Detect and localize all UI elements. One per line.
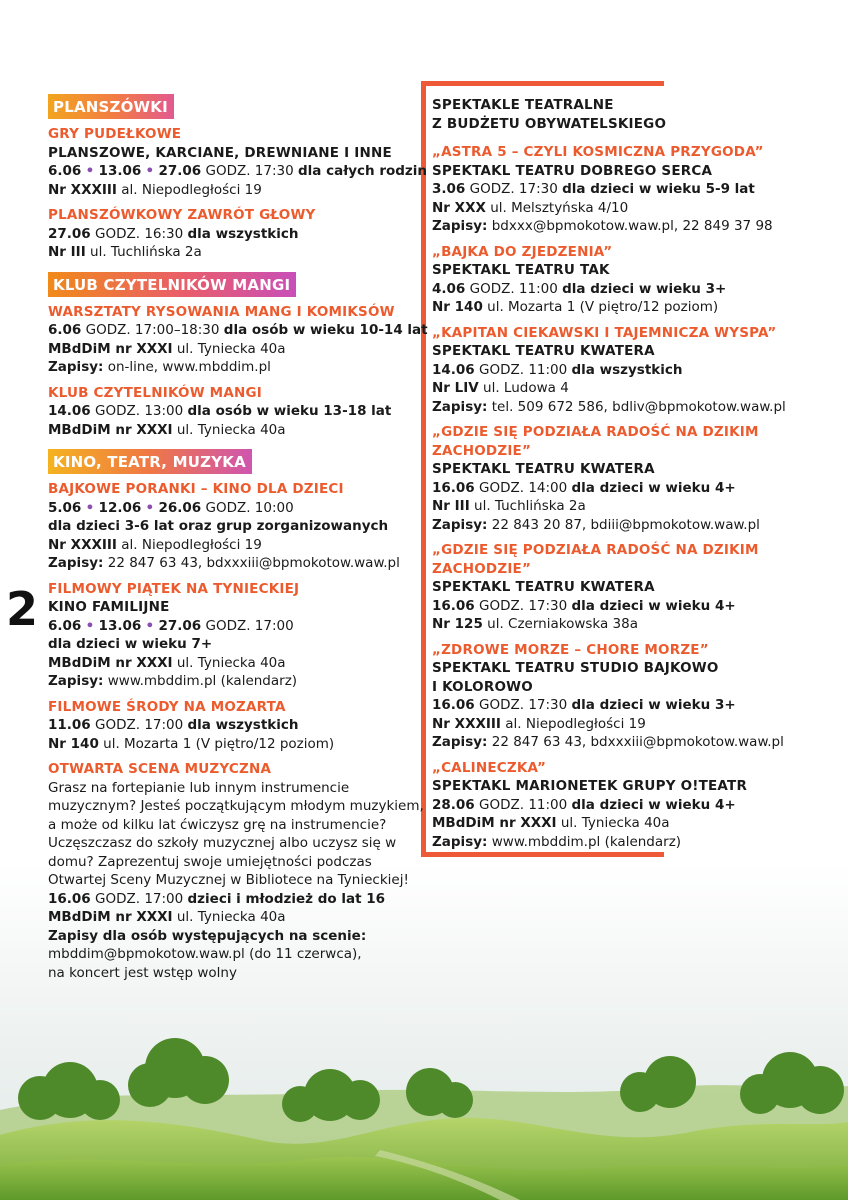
- event-title: „ZDROWE MORZE – CHORE MORZE”: [432, 641, 709, 658]
- event-calineczka: [432, 759, 837, 852]
- event-location: Nr XXX ul. Melsztyńska 4/10: [432, 199, 629, 216]
- event-date-line: 11.06 GODZ. 17:00 dla wszystkich: [48, 717, 299, 733]
- event-subtitle-line-2: I KOLOROWO: [432, 678, 533, 695]
- event-title: „CALINECZKA”: [432, 759, 547, 776]
- event-location: Nr III ul. Tuchlińska 2a: [48, 244, 202, 260]
- event-note: na koncert jest wstęp wolny: [48, 964, 237, 981]
- event-gry-pudelkowe: [48, 125, 428, 199]
- event-audience: dla dzieci w wieku 7+: [48, 636, 213, 652]
- event-klub-mangi: [48, 384, 428, 440]
- event-zapisy: Zapisy: www.mbddim.pl (kalendarz): [432, 833, 682, 850]
- category-label: PLANSZÓWKI: [48, 94, 174, 119]
- category-kino: [48, 449, 428, 480]
- event-date-line: 14.06 GODZ. 13:00 dla osób w wieku 13-18 lat: [48, 403, 392, 419]
- event-astra-5: [432, 143, 837, 236]
- event-title: „KAPITAN CIEKAWSKI I TAJEMNICZA WYSPA”: [432, 324, 777, 341]
- event-filmowy-piatek: [48, 580, 428, 691]
- event-title: WARSZTATY RYSOWANIA MANG I KOMIKSÓW: [48, 303, 395, 320]
- event-location: MBdDiM nr XXXI ul. Tyniecka 40a: [48, 340, 286, 357]
- event-zapisy: Zapisy: 22 843 20 87, bdiii@bpmokotow.waw.pl: [432, 516, 760, 533]
- event-subtitle: SPEKTAKL TEATRU DOBREGO SERCA: [432, 162, 713, 179]
- event-location: Nr LIV ul. Ludowa 4: [432, 380, 569, 396]
- event-title: „BAJKA DO ZJEDZENIA”: [432, 243, 613, 260]
- event-subtitle: PLANSZOWE, KARCIANE, DREWNIANE I INNE: [48, 144, 392, 161]
- event-title: PLANSZÓWKOWY ZAWRÓT GŁOWY: [48, 207, 316, 223]
- page-number: 2: [6, 582, 39, 636]
- event-warsztaty-mang: [48, 303, 428, 377]
- frame-top-line: [421, 81, 664, 86]
- heading-line-2: Z BUDŻETU OBYWATELSKIEGO: [432, 115, 667, 132]
- event-subtitle: KINO FAMILIJNE: [48, 599, 170, 615]
- event-title: OTWARTA SCENA MUZYCZNA: [48, 761, 272, 777]
- right-column: [432, 96, 837, 858]
- event-subtitle: SPEKTAKL TEATRU TAK: [432, 262, 610, 278]
- event-date-line: 16.06 GODZ. 14:00 dla dzieci w wieku 4+: [432, 479, 736, 496]
- event-location: Nr XXXIII al. Niepodległości 19: [432, 715, 646, 732]
- category-manga: [48, 272, 428, 303]
- event-zdrowe-morze: [432, 641, 837, 752]
- category-label: KINO, TEATR, MUZYKA: [48, 449, 252, 474]
- event-subtitle: SPEKTAKL TEATRU KWATERA: [432, 579, 655, 595]
- event-subtitle: SPEKTAKL MARIONETEK GRUPY O!TEATR: [432, 778, 748, 794]
- event-location: MBdDiM nr XXXI ul. Tyniecka 40a: [48, 909, 286, 925]
- event-zapisy: mbddim@bpmokotow.waw.pl (do 11 czerwca),: [48, 946, 362, 962]
- event-audience: dla dzieci 3-6 lat oraz grup zorganizowanych: [48, 518, 389, 534]
- event-date-line: 14.06 GODZ. 11:00 dla wszystkich: [432, 361, 683, 378]
- event-zapisy: Zapisy: tel. 509 672 586, bdliv@bpmokotow.waw.pl: [432, 398, 786, 415]
- event-title: BAJKOWE PORANKI – KINO DLA DZIECI: [48, 481, 344, 497]
- category-label: KLUB CZYTELNIKÓW MANGI: [48, 272, 296, 297]
- event-zapisy-label: Zapisy dla osób występujących na scenie:: [48, 927, 367, 944]
- event-bajka-do-zjedzenia: [432, 243, 837, 317]
- event-location: Nr 140 ul. Mozarta 1 (V piętro/12 poziom): [432, 299, 719, 315]
- event-location: MBdDiM nr XXXI ul. Tyniecka 40a: [432, 815, 670, 831]
- event-title: GRY PUDEŁKOWE: [48, 126, 182, 142]
- event-zapisy: Zapisy: 22 847 63 43, bdxxxiii@bpmokotow.waw.pl: [48, 555, 400, 571]
- event-location: Nr 125 ul. Czerniakowska 38a: [432, 616, 639, 632]
- event-subtitle: SPEKTAKL TEATRU KWATERA: [432, 461, 655, 477]
- event-filmowe-srody: [48, 698, 428, 754]
- left-column: [48, 94, 428, 989]
- event-date-line: 27.06 GODZ. 16:30 dla wszystkich: [48, 225, 299, 242]
- theatre-heading: [432, 96, 837, 133]
- event-title-line-2: ZACHODZIE”: [432, 560, 532, 577]
- event-gdzie-sie-podziala-2: [432, 541, 837, 634]
- event-title-line-1: „GDZIE SIĘ PODZIAŁA RADOŚĆ NA DZIKIM: [432, 424, 759, 440]
- event-description: Grasz na fortepianie lub innym instrumencie muzycznym? Jesteś początkującym młodym muzykiem, a może od kilku lat ćwiczysz grę na instrumencie? Uczęszczasz do szkoły muzycznej albo uczysz się w domu? Zaprezentuj swoje umiejętności podczas Otwartej Sceny Muzycznej w Bibliotece na Tynieckiej!: [48, 779, 424, 888]
- event-zapisy: Zapisy: on-line, www.mbddim.pl: [48, 359, 271, 375]
- event-location: Nr 140 ul. Mozarta 1 (V piętro/12 poziom): [48, 735, 335, 752]
- event-location: Nr XXXIII al. Niepodległości 19: [48, 181, 262, 198]
- event-subtitle-line-1: SPEKTAKL TEATRU STUDIO BAJKOWO: [432, 660, 719, 676]
- event-location: MBdDiM nr XXXI ul. Tyniecka 40a: [48, 421, 286, 438]
- event-kapitan-ciekawski: [432, 324, 837, 417]
- event-bajkowe-poranki: [48, 480, 428, 573]
- event-title-line-1: „GDZIE SIĘ PODZIAŁA RADOŚĆ NA DZIKIM: [432, 542, 759, 558]
- event-location: Nr XXXIII al. Niepodległości 19: [48, 536, 262, 553]
- category-planszowki: [48, 94, 428, 125]
- event-date-line: 16.06 GODZ. 17:30 dla dzieci w wieku 3+: [432, 697, 736, 713]
- event-title-line-2: ZACHODZIE”: [432, 442, 532, 459]
- event-title: KLUB CZYTELNIKÓW MANGI: [48, 384, 262, 401]
- event-date-line: 6.06 • 13.06 • 27.06 GODZ. 17:30 dla całych rodzin: [48, 163, 428, 179]
- event-date-line: 5.06 • 12.06 • 26.06 GODZ. 10:00: [48, 499, 294, 516]
- event-date-line: 6.06 • 13.06 • 27.06 GODZ. 17:00: [48, 617, 294, 634]
- event-zapisy: Zapisy: www.mbddim.pl (kalendarz): [48, 673, 298, 689]
- event-date-line: 16.06 GODZ. 17:00 dzieci i młodzież do lat 16: [48, 890, 386, 907]
- event-subtitle: SPEKTAKL TEATRU KWATERA: [432, 343, 655, 359]
- event-location: MBdDiM nr XXXI ul. Tyniecka 40a: [48, 654, 286, 671]
- event-zapisy: Zapisy: 22 847 63 43, bdxxxiii@bpmokotow.waw.pl: [432, 734, 784, 750]
- event-date-line: 28.06 GODZ. 11:00 dla dzieci w wieku 4+: [432, 796, 736, 813]
- event-location: Nr III ul. Tuchlińska 2a: [432, 498, 586, 514]
- event-date-line: 4.06 GODZ. 11:00 dla dzieci w wieku 3+: [432, 280, 727, 297]
- event-date-line: 6.06 GODZ. 17:00–18:30 dla osób w wieku 10-14 lat: [48, 322, 428, 338]
- event-title: FILMOWE ŚRODY NA MOZARTA: [48, 698, 286, 715]
- event-title: „ASTRA 5 – CZYLI KOSMICZNA PRZYGODA”: [432, 144, 764, 160]
- event-gdzie-sie-podziala-1: [432, 423, 837, 534]
- event-otwarta-scena: [48, 760, 428, 982]
- event-date-line: 3.06 GODZ. 17:30 dla dzieci w wieku 5-9 lat: [432, 181, 755, 197]
- event-date-line: 16.06 GODZ. 17:30 dla dzieci w wieku 4+: [432, 597, 736, 614]
- event-zapisy: Zapisy: bdxxx@bpmokotow.waw.pl, 22 849 37 98: [432, 218, 773, 234]
- heading-line-1: SPEKTAKLE TEATRALNE: [432, 97, 614, 113]
- event-planszowkowy-zawrot: [48, 206, 428, 262]
- event-title: FILMOWY PIĄTEK NA TYNIECKIEJ: [48, 580, 300, 597]
